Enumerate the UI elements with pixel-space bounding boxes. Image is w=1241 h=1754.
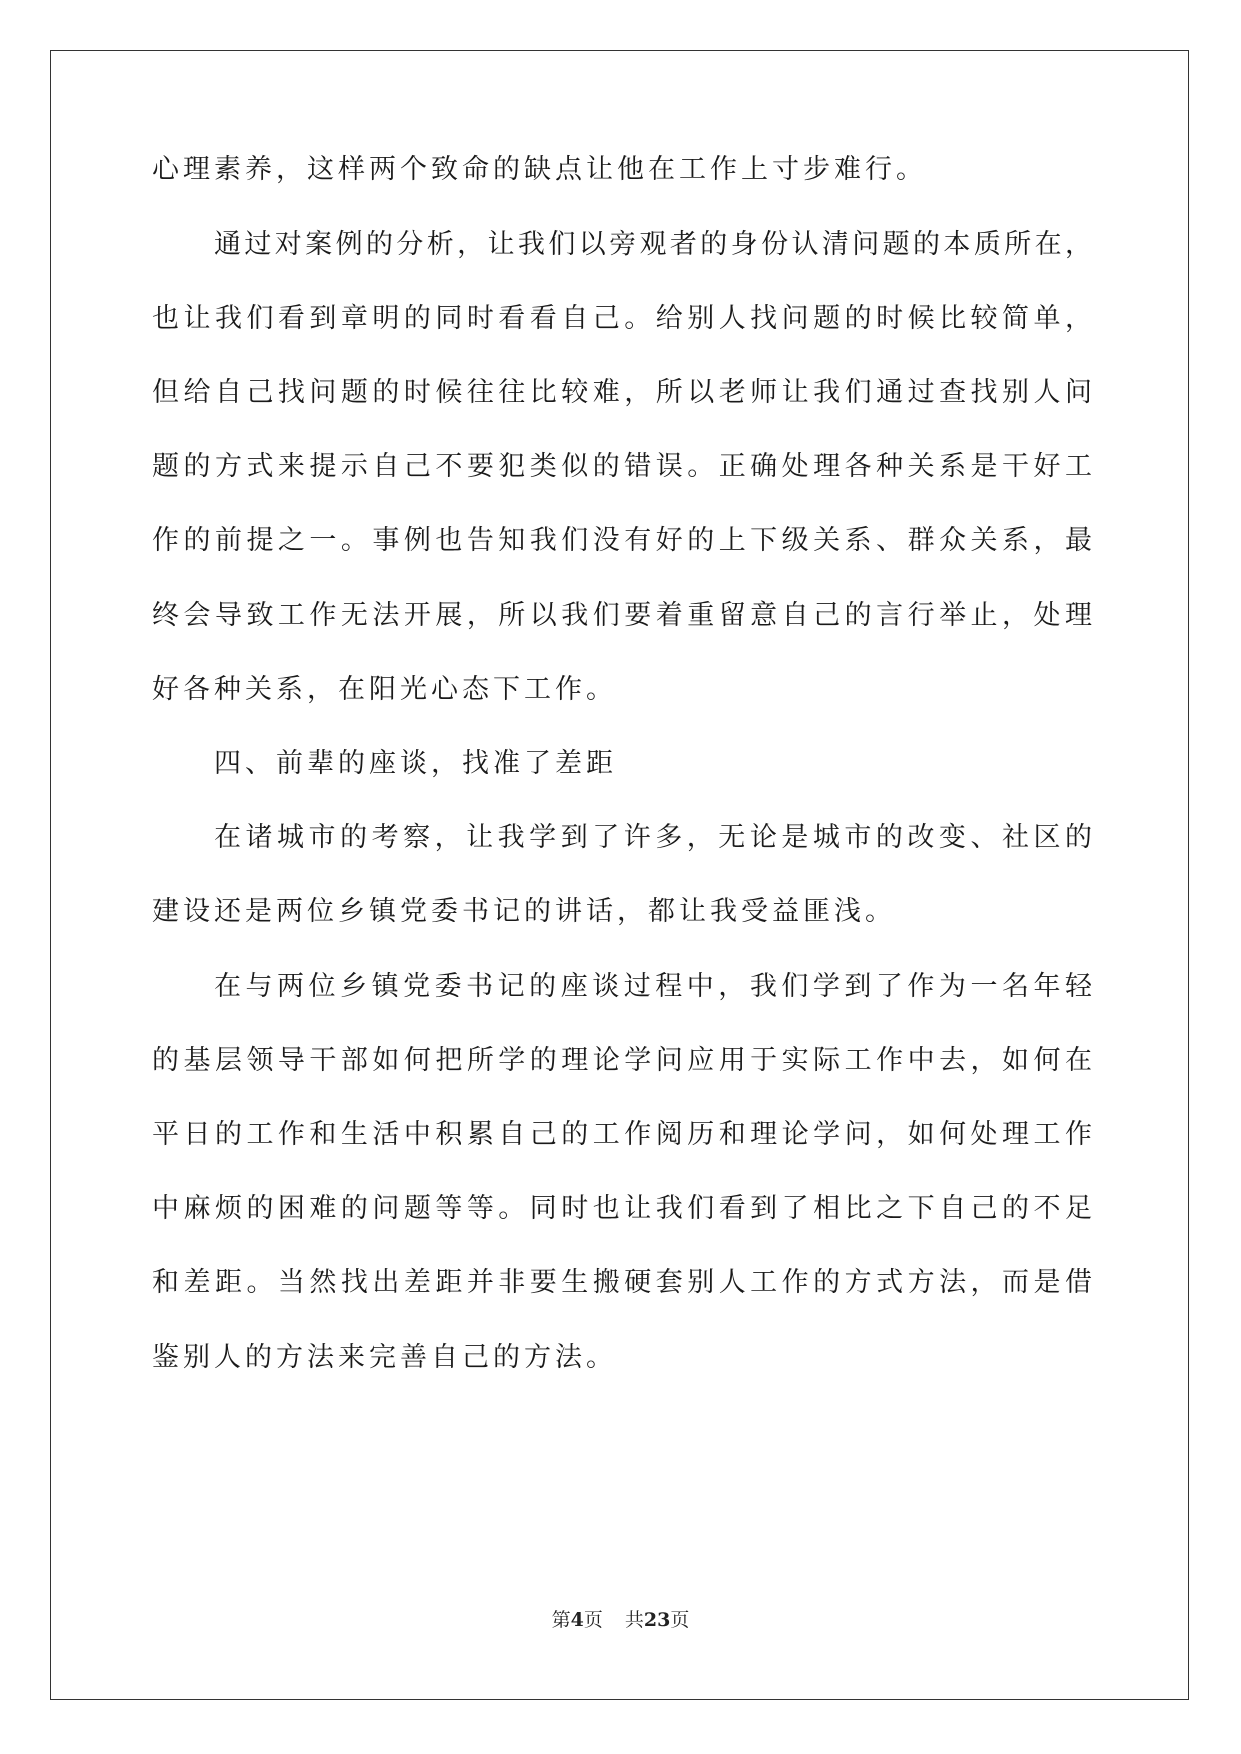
text-line: 终会导致工作无法开展，所以我们要着重留意自己的言行举止，处理 bbox=[152, 600, 1092, 631]
page-number: 4 bbox=[570, 1609, 584, 1631]
text-line: 在诸城市的考察，让我学到了许多，无论是城市的改变、社区的 bbox=[214, 822, 1092, 853]
text-line: 和差距。当然找出差距并非要生搬硬套别人工作的方式方法，而是借 bbox=[152, 1267, 1092, 1298]
page-suffix: 页 bbox=[583, 1609, 603, 1631]
page-footer bbox=[0, 1608, 1241, 1632]
text-line: 好各种关系，在阳光心态下工作。 bbox=[152, 674, 617, 705]
text-line: 中麻烦的困难的问题等等。同时也让我们看到了相比之下自己的不足 bbox=[152, 1193, 1092, 1224]
text-line: 鉴别人的方法来完善自己的方法。 bbox=[152, 1342, 617, 1373]
text-line: 的基层领导干部如何把所学的理论学问应用于实际工作中去，如何在 bbox=[152, 1045, 1092, 1076]
text-line: 作的前提之一。事例也告知我们没有好的上下级关系、群众关系，最 bbox=[152, 525, 1092, 556]
text-line: 通过对案例的分析，让我们以旁观者的身份认清问题的本质所在， bbox=[214, 229, 1092, 260]
text-line: 题的方式来提示自己不要犯类似的错误。正确处理各种关系是干好工 bbox=[152, 451, 1092, 482]
total-pages: 23 bbox=[643, 1609, 671, 1631]
total-suffix: 页 bbox=[670, 1609, 690, 1631]
total-prefix: 共 bbox=[624, 1609, 644, 1631]
page-prefix: 第 bbox=[551, 1609, 571, 1631]
text-line: 平日的工作和生活中积累自己的工作阅历和理论学问，如何处理工作 bbox=[152, 1119, 1092, 1150]
page-border bbox=[50, 50, 1189, 1700]
text-line: 但给自己找问题的时候往往比较难，所以老师让我们通过查找别人问 bbox=[152, 377, 1092, 408]
section-heading: 四、前辈的座谈，找准了差距 bbox=[214, 748, 617, 779]
text-line: 在与两位乡镇党委书记的座谈过程中，我们学到了作为一名年轻 bbox=[214, 971, 1092, 1002]
text-line: 也让我们看到章明的同时看看自己。给别人找问题的时候比较简单， bbox=[152, 303, 1092, 334]
text-line: 心理素养，这样两个致命的缺点让他在工作上寸步难行。 bbox=[152, 154, 927, 185]
text-line: 建设还是两位乡镇党委书记的讲话，都让我受益匪浅。 bbox=[152, 896, 896, 927]
